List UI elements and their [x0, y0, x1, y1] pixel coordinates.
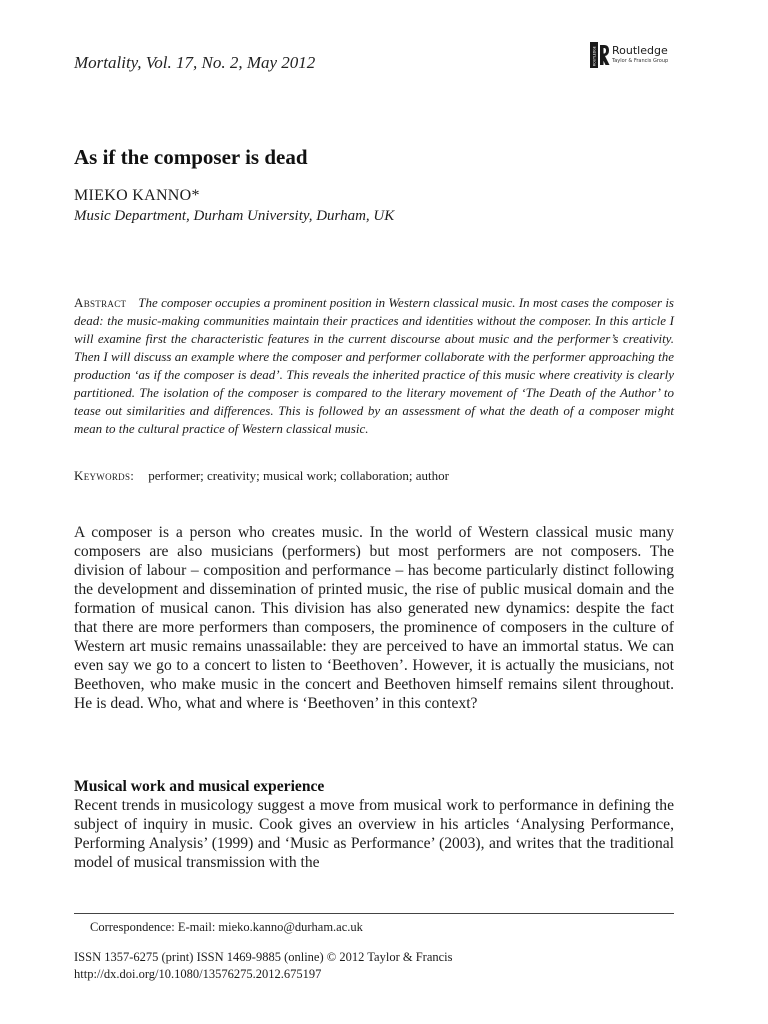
- section-heading: Musical work and musical experience: [74, 778, 325, 795]
- body-paragraph-section: Recent trends in musicology suggest a move from musical work to performance in defining the subject of inquiry in music. Cook gives an overview in his articles ‘Analysing Performance, Performing Analysis’ (1999) and ‘Music as Performance’ (2003), and writes that the traditional model of musical transmission with the: [74, 797, 674, 871]
- author-name: MIEKO KANNO*: [74, 187, 200, 204]
- keywords-label: Keywords:: [74, 468, 135, 483]
- keywords: [74, 468, 449, 484]
- abstract-label: Abstract: [74, 295, 127, 310]
- routledge-logo-icon: [590, 42, 610, 68]
- keywords-text: performer; creativity; musical work; collaboration; author: [148, 468, 449, 483]
- publisher-group: Taylor & Francis Group: [612, 58, 669, 64]
- abstract-text: The composer occupies a prominent position in Western classical music. In most cases the composer is dead: the music-making communities maintain their practices and identities without the composer. In this article I will examine first the characteristic features in the current discourse about music and the performer’s creativity. Then I will discuss an example where the composer and performer collaborate with the performer approaching the production ‘as if the composer is dead’. This reveals the inherited practice of this music where creativity is clearly partitioned. The isolation of the composer is compared to the literary movement of ‘The Death of the Author’ to tease out similarities and differences. This is followed by an assessment of what the death of a composer might mean to the cultural practice of Western classical music.: [74, 295, 674, 436]
- abstract: [74, 294, 674, 438]
- doi-link[interactable]: http://dx.doi.org/10.1080/13576275.2012.675197: [74, 967, 322, 981]
- body-paragraph-intro: A composer is a person who creates music. In the world of Western classical music many composers are also musicians (performers) but most performers are not composers. The division of labour – composition and performance – has become particularly distinct following the development and dissemination of printed music, the rise of public musical domain and the formation of musical canon. This division has also generated new dynamics: despite the fact that there are more performers than composers, the prominence of composers in the culture of Western art music remains unassailable: they are perceived to have an immortal status. We can even say we go to a concert to listen to ‘Beethoven’. However, it is actually the musicians, not Beethoven, who make music in the concert and Beethoven himself remains silent throughout. He is dead. Who, what and where is ‘Beethoven’ in this context?: [74, 524, 674, 712]
- logo-spine-text: ROUTLEDGE: [592, 46, 597, 66]
- footnote-divider: [74, 913, 674, 914]
- article-title: As if the composer is dead: [74, 145, 308, 169]
- issn-line: ISSN 1357-6275 (print) ISSN 1469-9885 (online) © 2012 Taylor & Francis: [74, 950, 453, 964]
- journal-citation: Mortality, Vol. 17, No. 2, May 2012: [74, 53, 316, 72]
- author-affiliation: Music Department, Durham University, Durham, UK: [74, 208, 395, 224]
- correspondence-note: Correspondence: E-mail: mieko.kanno@durham.ac.uk: [90, 920, 363, 934]
- publisher-logo: [590, 42, 690, 70]
- publisher-name: Routledge: [612, 44, 668, 57]
